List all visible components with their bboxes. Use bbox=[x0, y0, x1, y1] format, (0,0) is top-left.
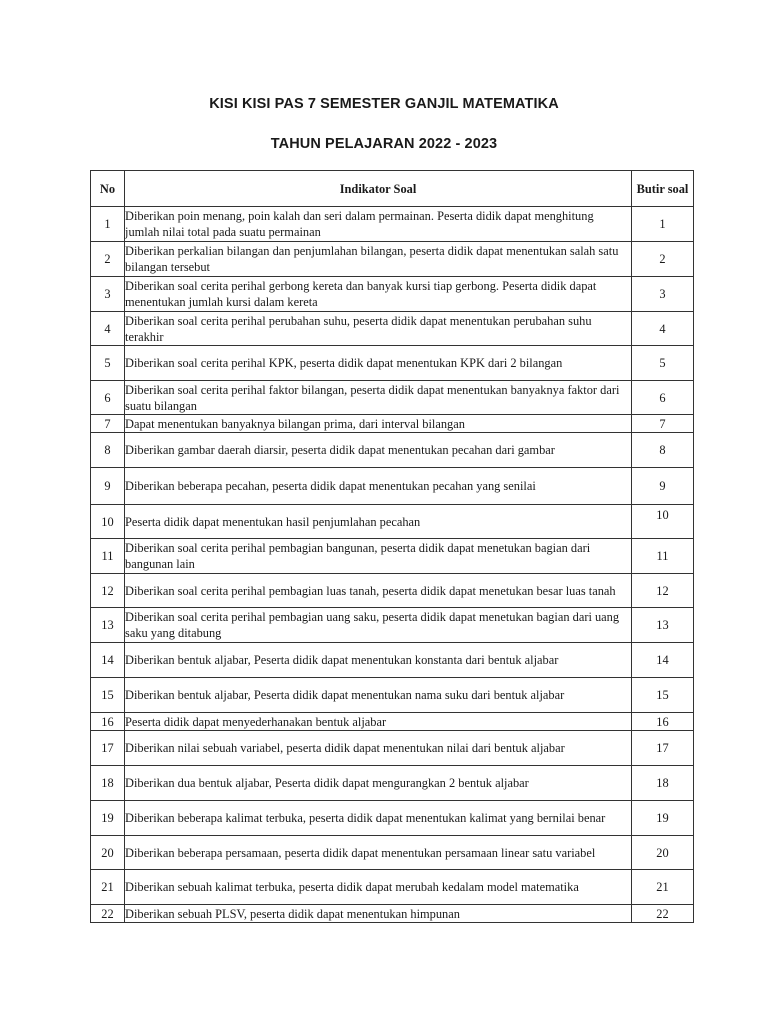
row-indikator: Diberikan soal cerita perihal pembagian uang saku, peserta didik dapat menetukan bagian dari uang saku yang ditabung bbox=[125, 608, 632, 643]
row-butir: 22 bbox=[632, 905, 694, 923]
row-butir: 7 bbox=[632, 415, 694, 433]
table-row bbox=[91, 277, 694, 312]
row-butir: 15 bbox=[632, 678, 694, 713]
table-row bbox=[91, 312, 694, 346]
row-butir: 13 bbox=[632, 608, 694, 643]
row-indikator: Diberikan soal cerita perihal faktor bilangan, peserta didik dapat menentukan banyaknya faktor dari suatu bilangan bbox=[125, 381, 632, 415]
table-row bbox=[91, 643, 694, 678]
row-butir: 18 bbox=[632, 766, 694, 801]
table-row bbox=[91, 608, 694, 643]
row-butir: 21 bbox=[632, 870, 694, 905]
header-indikator: Indikator Soal bbox=[125, 171, 632, 207]
row-butir: 12 bbox=[632, 574, 694, 608]
table-row bbox=[91, 242, 694, 277]
table-row bbox=[91, 905, 694, 923]
row-no: 13 bbox=[91, 608, 125, 643]
table-row bbox=[91, 870, 694, 905]
row-butir: 16 bbox=[632, 713, 694, 731]
row-no: 14 bbox=[91, 643, 125, 678]
row-no: 3 bbox=[91, 277, 125, 312]
row-butir: 9 bbox=[632, 468, 694, 505]
row-no: 5 bbox=[91, 346, 125, 381]
row-no: 2 bbox=[91, 242, 125, 277]
table-row bbox=[91, 433, 694, 468]
row-no: 15 bbox=[91, 678, 125, 713]
table-row bbox=[91, 836, 694, 870]
table-row bbox=[91, 207, 694, 242]
row-indikator: Peserta didik dapat menyederhanakan bentuk aljabar bbox=[125, 713, 632, 731]
row-butir: 2 bbox=[632, 242, 694, 277]
document-title: KISI KISI PAS 7 SEMESTER GANJIL MATEMATIKA bbox=[209, 96, 559, 112]
table-row bbox=[91, 415, 694, 433]
table-row bbox=[91, 574, 694, 608]
row-no: 22 bbox=[91, 905, 125, 923]
row-no: 21 bbox=[91, 870, 125, 905]
row-butir: 6 bbox=[632, 381, 694, 415]
table-row bbox=[91, 766, 694, 801]
row-indikator: Diberikan soal cerita perihal gerbong kereta dan banyak kursi tiap gerbong. Peserta didik dapat menentukan jumlah kursi dalam kereta bbox=[125, 277, 632, 312]
row-butir: 14 bbox=[632, 643, 694, 678]
kisi-table bbox=[90, 170, 694, 923]
header-no: No bbox=[91, 171, 125, 207]
row-butir: 8 bbox=[632, 433, 694, 468]
row-indikator: Diberikan dua bentuk aljabar, Peserta didik dapat mengurangkan 2 bentuk aljabar bbox=[125, 766, 632, 801]
row-indikator: Diberikan gambar daerah diarsir, peserta didik dapat menentukan pecahan dari gambar bbox=[125, 433, 632, 468]
row-no: 16 bbox=[91, 713, 125, 731]
row-no: 9 bbox=[91, 468, 125, 505]
row-butir: 20 bbox=[632, 836, 694, 870]
row-butir: 1 bbox=[632, 207, 694, 242]
row-no: 7 bbox=[91, 415, 125, 433]
row-no: 8 bbox=[91, 433, 125, 468]
document-subtitle: TAHUN PELAJARAN 2022 - 2023 bbox=[270, 136, 498, 152]
row-indikator: Diberikan soal cerita perihal pembagian luas tanah, peserta didik dapat menetukan besar luas tanah bbox=[125, 574, 632, 608]
row-indikator: Diberikan nilai sebuah variabel, peserta didik dapat menentukan nilai dari bentuk aljabar bbox=[125, 731, 632, 766]
table-row bbox=[91, 731, 694, 766]
row-indikator: Diberikan bentuk aljabar, Peserta didik dapat menentukan konstanta dari bentuk aljabar bbox=[125, 643, 632, 678]
table-row bbox=[91, 346, 694, 381]
row-butir: 5 bbox=[632, 346, 694, 381]
table-row bbox=[91, 539, 694, 574]
row-indikator: Diberikan perkalian bilangan dan penjumlahan bilangan, peserta didik dapat menentukan salah satu bilangan tersebut bbox=[125, 242, 632, 277]
row-indikator: Diberikan soal cerita perihal pembagian bangunan, peserta didik dapat menetukan bagian dari bangunan lain bbox=[125, 539, 632, 574]
row-indikator: Dapat menentukan banyaknya bilangan prima, dari interval bilangan bbox=[125, 415, 632, 433]
row-no: 17 bbox=[91, 731, 125, 766]
row-no: 19 bbox=[91, 801, 125, 836]
table-row bbox=[91, 505, 694, 539]
row-no: 1 bbox=[91, 207, 125, 242]
row-no: 11 bbox=[91, 539, 125, 574]
row-indikator: Diberikan soal cerita perihal perubahan suhu, peserta didik dapat menentukan perubahan suhu terakhir bbox=[125, 312, 632, 346]
row-butir: 17 bbox=[632, 731, 694, 766]
row-indikator: Diberikan beberapa pecahan, peserta didik dapat menentukan pecahan yang senilai bbox=[125, 468, 632, 505]
table-row bbox=[91, 381, 694, 415]
row-no: 6 bbox=[91, 381, 125, 415]
row-indikator: Diberikan bentuk aljabar, Peserta didik dapat menentukan nama suku dari bentuk aljabar bbox=[125, 678, 632, 713]
row-indikator: Peserta didik dapat menentukan hasil penjumlahan pecahan bbox=[125, 505, 632, 539]
row-butir: 19 bbox=[632, 801, 694, 836]
row-indikator: Diberikan beberapa kalimat terbuka, peserta didik dapat menentukan kalimat yang bernilai benar bbox=[125, 801, 632, 836]
table-row bbox=[91, 801, 694, 836]
table-row bbox=[91, 678, 694, 713]
row-no: 18 bbox=[91, 766, 125, 801]
row-no: 4 bbox=[91, 312, 125, 346]
row-indikator: Diberikan poin menang, poin kalah dan seri dalam permainan. Peserta didik dapat menghitung jumlah nilai total pada suatu permainan bbox=[125, 207, 632, 242]
row-no: 10 bbox=[91, 505, 125, 539]
header-butir: Butir soal bbox=[632, 171, 694, 207]
row-butir: 10 bbox=[632, 505, 694, 539]
row-no: 12 bbox=[91, 574, 125, 608]
table-row bbox=[91, 713, 694, 731]
row-butir: 4 bbox=[632, 312, 694, 346]
row-indikator: Diberikan beberapa persamaan, peserta didik dapat menentukan persamaan linear satu variabel bbox=[125, 836, 632, 870]
table-row bbox=[91, 468, 694, 505]
row-indikator: Diberikan sebuah kalimat terbuka, peserta didik dapat merubah kedalam model matematika bbox=[125, 870, 632, 905]
row-indikator: Diberikan sebuah PLSV, peserta didik dapat menentukan himpunan bbox=[125, 905, 632, 923]
row-no: 20 bbox=[91, 836, 125, 870]
row-indikator: Diberikan soal cerita perihal KPK, peserta didik dapat menentukan KPK dari 2 bilangan bbox=[125, 346, 632, 381]
row-butir: 3 bbox=[632, 277, 694, 312]
row-butir: 11 bbox=[632, 539, 694, 574]
table-header-row bbox=[91, 171, 694, 207]
